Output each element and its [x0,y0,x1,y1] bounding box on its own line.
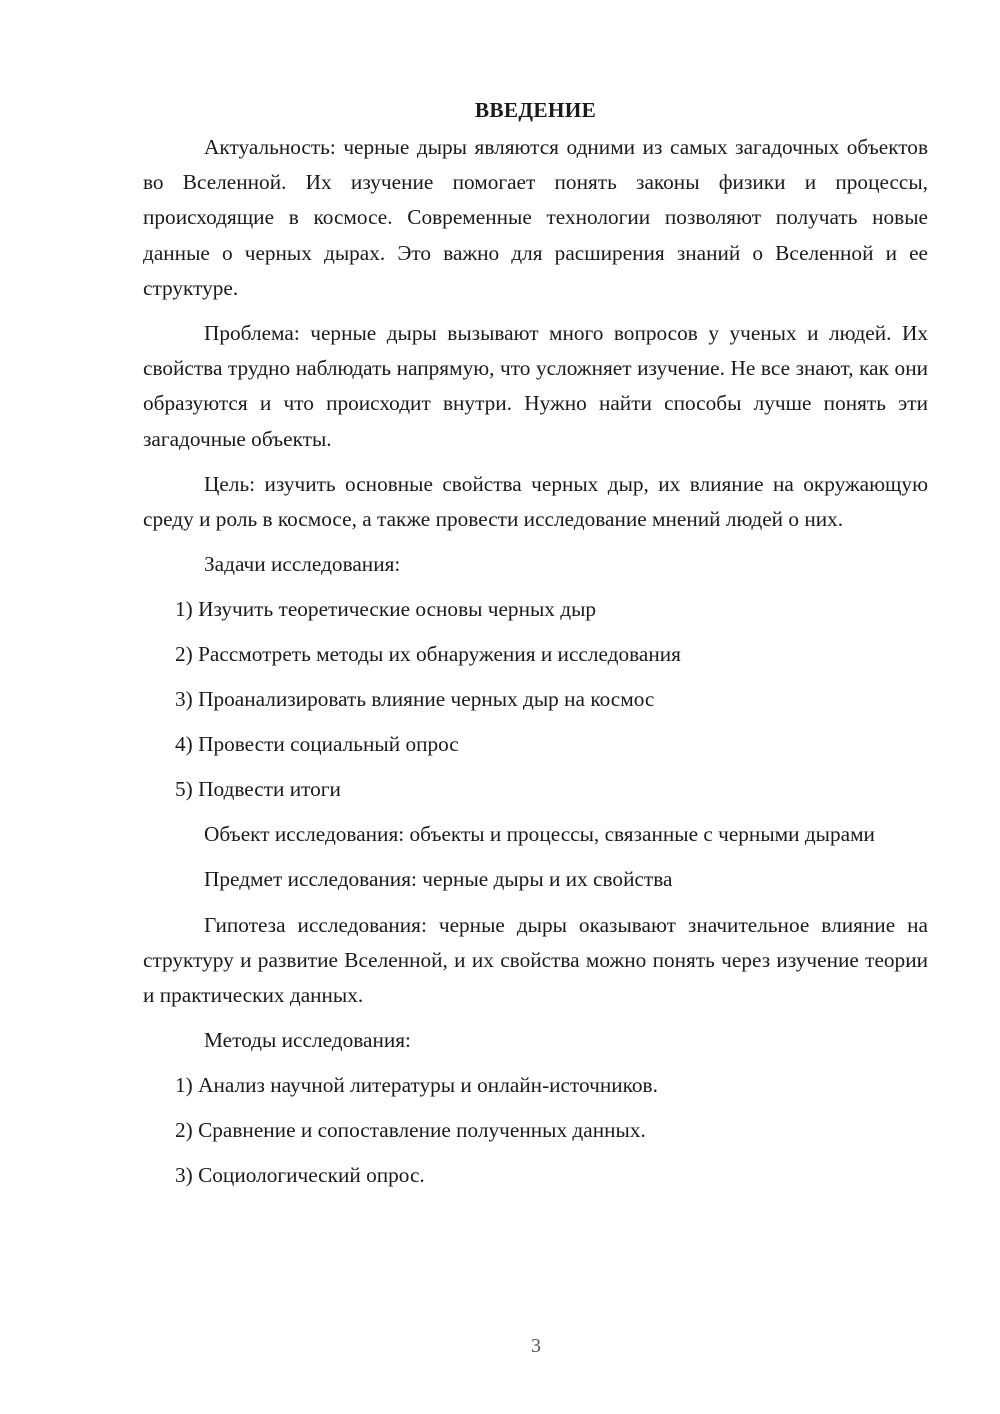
problem-paragraph: Проблема: черные дыры вызывают много вопросов у ученых и людей. Их свойства трудно наблюдать напрямую, что усложняет изучение. Не все знают, как они образуются и что происходит внутри. Нужно найти способы лучше понять эти загадочные объекты. [143,321,928,451]
subject-paragraph: Предмет исследования: черные дыры и их свойства [204,867,673,892]
method-item: 1) Анализ научной литературы и онлайн-источников. [175,1073,658,1098]
relevance-paragraph: Актуальность: черные дыры являются одними из самых загадочных объектов во Вселенной. Их изучение помогает понять законы физики и процессы, происходящие в космосе. Современные технологии позволяют получать новые данные о черных дырах. Это важно для расширения знаний о Вселенной и ее структуре. [143,135,928,300]
task-item: 3) Проанализировать влияние черных дыр на космос [175,687,655,712]
tasks-title: Задачи исследования: [204,552,401,577]
page-title: ВВЕДЕНИЕ [474,98,597,122]
method-item: 2) Сравнение и сопоставление полученных данных. [175,1118,646,1143]
object-paragraph: Объект исследования: объекты и процессы, связанные с черными дырами [204,822,875,847]
task-item: 2) Рассмотреть методы их обнаружения и исследования [175,642,681,667]
goal-paragraph: Цель: изучить основные свойства черных дыр, их влияние на окружающую среду и роль в космосе, а также провести исследование мнений людей о них. [143,471,928,532]
task-item: 5) Подвести итоги [175,777,341,802]
method-item: 3) Социологический опрос. [175,1163,425,1188]
hypothesis-paragraph: Гипотеза исследования: черные дыры оказывают значительное влияние на структуру и развитие Вселенной, и их свойства можно понять через изучение теории и практических данных. [143,912,928,1008]
task-item: 4) Провести социальный опрос [175,732,459,757]
task-item: 1) Изучить теоретические основы черных дыр [175,597,597,622]
document-page [143,96,928,1203]
page-number: 3 [531,1335,541,1357]
methods-title: Методы исследования: [204,1028,411,1053]
